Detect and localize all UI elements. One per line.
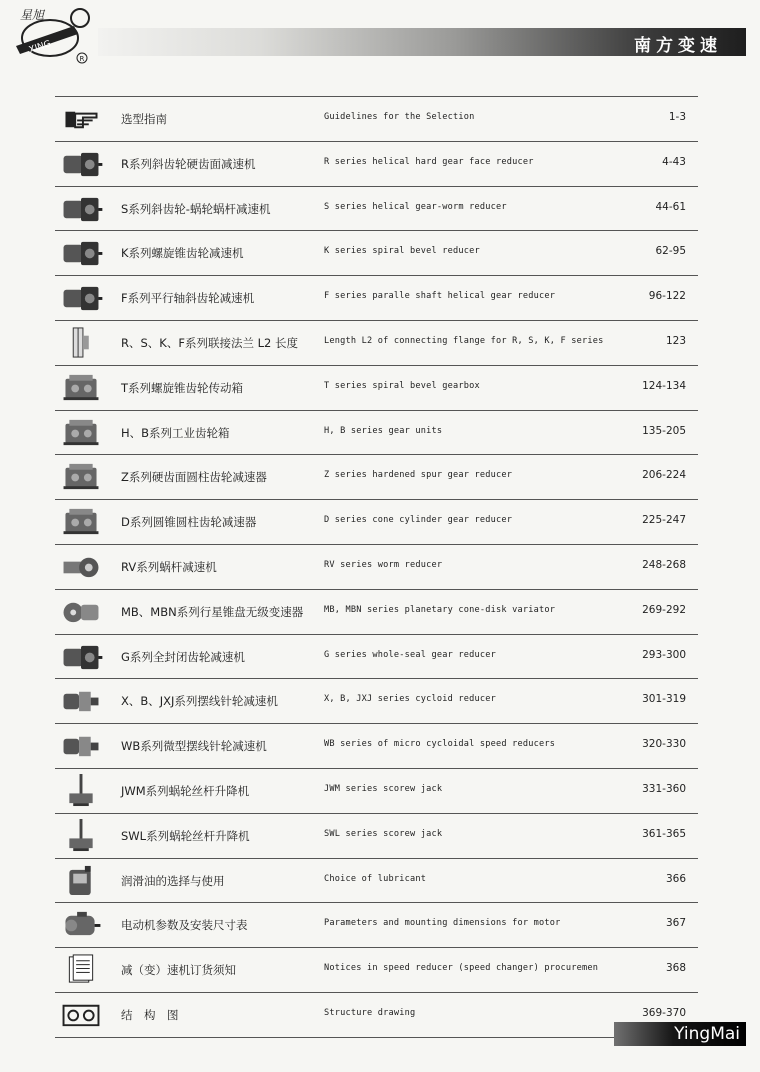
contents-row: [55, 768, 698, 813]
logo-text: 星旭: [20, 8, 45, 22]
page-range: 44-61: [655, 200, 686, 213]
contents-row: [55, 410, 698, 455]
english-title: Choice of lubricant: [324, 873, 427, 884]
gear-motor-icon: [59, 147, 103, 180]
page-range: 367: [665, 917, 686, 930]
gear-motor-icon: [59, 236, 103, 269]
english-title: X, B, JXJ series cycloid reducer: [324, 694, 496, 705]
page-range: 4-43: [662, 155, 686, 168]
contents-row: [55, 902, 698, 947]
header-title: 南方变速: [634, 36, 722, 56]
contents-row: [55, 723, 698, 768]
contents-row: [55, 858, 698, 903]
chinese-title: 选型指南: [121, 112, 167, 126]
chinese-title: S系列斜齿轮-蜗轮蜗杆减速机: [121, 201, 271, 216]
page-range: 269-292: [642, 603, 686, 616]
page-range: 293-300: [642, 648, 686, 661]
page-range: 331-360: [642, 782, 686, 795]
chinese-title: 减（变）速机订货须知: [121, 963, 236, 978]
contents-row: [55, 634, 698, 679]
contents-row: [55, 544, 698, 589]
contents-row: [55, 230, 698, 275]
gearbox-icon: [59, 371, 103, 404]
svg-text:XING: XING: [27, 39, 53, 56]
svg-text:R: R: [79, 55, 85, 63]
english-title: T series spiral bevel gearbox: [324, 380, 480, 391]
page-range: 62-95: [655, 245, 686, 258]
contents-row: [55, 96, 698, 141]
page-range: 366: [665, 872, 686, 885]
english-title: Structure drawing: [324, 1007, 416, 1018]
chinese-title: Z系列硬齿面圆柱齿轮减速器: [121, 470, 267, 485]
gearbox-icon: [59, 416, 103, 449]
chinese-title: MB、MBN系列行星锥盘无级变速器: [121, 604, 304, 619]
page-range: 361-365: [642, 827, 686, 840]
english-title: RV series worm reducer: [324, 559, 443, 570]
contents-row: [55, 186, 698, 231]
structure-drawing-icon: [59, 998, 103, 1031]
contents-row: [55, 678, 698, 723]
page-range: 225-247: [642, 514, 686, 527]
page-range: 96-122: [648, 290, 686, 303]
english-title: Notices in speed reducer (speed changer) procuremen: [324, 963, 599, 974]
contents-table: [55, 96, 698, 1038]
chinese-title: 电动机参数及安装尺寸表: [121, 918, 248, 933]
contents-row: [55, 992, 698, 1038]
english-title: Guidelines for the Selection: [324, 112, 475, 122]
contents-row: [55, 320, 698, 365]
company-logo: [10, 4, 96, 66]
pointing-hand-icon: [59, 102, 103, 135]
documents-icon: [59, 953, 103, 986]
contents-row: [55, 275, 698, 320]
english-title: F series paralle shaft helical gear reducer: [324, 291, 556, 302]
gearbox-icon: [59, 505, 103, 538]
header-bar: [98, 28, 746, 56]
english-title: S series helical gear-worm reducer: [324, 201, 507, 212]
contents-row: [55, 813, 698, 858]
page-range: 301-319: [642, 693, 686, 706]
english-title: R series helical hard gear face reducer: [324, 156, 534, 167]
english-title: Parameters and mounting dimensions for motor: [324, 918, 561, 929]
gear-motor-icon: [59, 640, 103, 673]
page-range: 320-330: [642, 738, 686, 751]
page-range: 369-370: [642, 1006, 686, 1019]
page-range: 368: [665, 962, 686, 975]
english-title: WB series of micro cycloidal speed reducers: [324, 739, 556, 750]
gear-motor-icon: [59, 192, 103, 225]
chinese-title: G系列全封闭齿轮减速机: [121, 649, 245, 664]
chinese-title: RV系列蜗杆减速机: [121, 559, 217, 574]
flange-icon: [59, 326, 103, 359]
english-title: K series spiral bevel reducer: [324, 246, 480, 257]
screw-jack-icon: [59, 819, 103, 852]
page-range: 248-268: [642, 558, 686, 571]
oil-can-icon: [59, 864, 103, 897]
chinese-title: 结 构 图: [121, 1007, 179, 1022]
english-title: MB, MBN series planetary cone-disk variator: [324, 604, 556, 615]
chinese-title: X、B、JXJ系列摆线针轮减速机: [121, 694, 278, 709]
english-title: H, B series gear units: [324, 425, 443, 436]
cycloid-reducer-icon: [59, 684, 103, 717]
english-title: G series whole-seal gear reducer: [324, 649, 496, 660]
screw-jack-icon: [59, 774, 103, 807]
chinese-title: H、B系列工业齿轮箱: [121, 425, 230, 440]
contents-row: [55, 365, 698, 410]
chinese-title: T系列螺旋锥齿轮传动箱: [121, 380, 244, 395]
contents-row: [55, 499, 698, 544]
brand-name: YingMai: [674, 1024, 740, 1044]
english-title: Z series hardened spur gear reducer: [324, 470, 513, 481]
chinese-title: R、S、K、F系列联接法兰 L2 长度: [121, 335, 298, 350]
chinese-title: WB系列微型摆线针轮减速机: [121, 739, 267, 754]
contents-row: [55, 454, 698, 499]
chinese-title: D系列圆锥圆柱齿轮减速器: [121, 515, 257, 530]
electric-motor-icon: [59, 908, 103, 941]
chinese-title: JWM系列蜗轮丝杆升降机: [121, 783, 250, 798]
chinese-title: K系列螺旋锥齿轮减速机: [121, 246, 244, 261]
english-title: D series cone cylinder gear reducer: [324, 515, 513, 526]
gearbox-icon: [59, 460, 103, 493]
page-range: 1-3: [668, 111, 686, 123]
chinese-title: F系列平行轴斜齿轮减速机: [121, 291, 255, 306]
contents-row: [55, 141, 698, 186]
page-range: 123: [665, 334, 686, 347]
chinese-title: R系列斜齿轮硬齿面减速机: [121, 156, 256, 171]
contents-row: [55, 589, 698, 634]
page-range: 206-224: [642, 469, 686, 482]
english-title: Length L2 of connecting flange for R, S, K, F series: [324, 335, 604, 346]
gear-motor-icon: [59, 281, 103, 314]
worm-reducer-icon: [59, 550, 103, 583]
page-range: 135-205: [642, 424, 686, 437]
cycloid-reducer-icon: [59, 729, 103, 762]
variator-icon: [59, 595, 103, 628]
brand-badge: [614, 1022, 746, 1046]
chinese-title: SWL系列蜗轮丝杆升降机: [121, 828, 250, 843]
contents-row: [55, 947, 698, 992]
english-title: SWL series scorew jack: [324, 828, 443, 839]
page-range: 124-134: [642, 379, 686, 392]
chinese-title: 润滑油的选择与使用: [121, 873, 225, 888]
english-title: JWM series scorew jack: [324, 783, 443, 794]
